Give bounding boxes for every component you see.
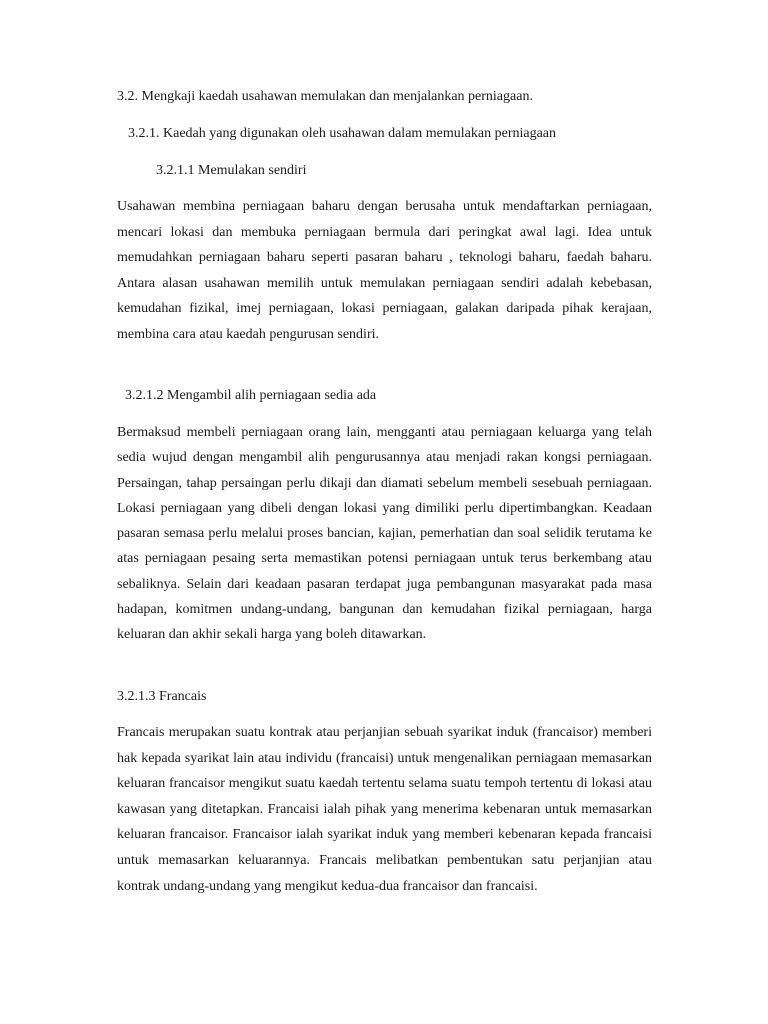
section-title-francais: 3.2.1.3 Francais: [117, 689, 207, 704]
heading-main: 3.2. Mengkaji kaedah usahawan memulakan dan menjalankan perniagaan.: [117, 89, 533, 104]
section-title-memulakan-sendiri: 3.2.1.1 Memulakan sendiri: [156, 163, 307, 178]
section-title-mengambil-alih: 3.2.1.2 Mengambil alih perniagaan sedia ada: [125, 388, 377, 403]
heading-sub: 3.2.1. Kaedah yang digunakan oleh usahawan dalam memulakan perniagaan: [128, 126, 557, 141]
section-body-mengambil-alih: Bermaksud membeli perniagaan orang lain, mengganti atau perniagaan keluarga yang telah sedia wujud dengan mengambil alih pengurusannya atau menjadi rakan kongsi perniagaan. Persaingan, tahap persaingan perlu dikaji dan diamati sebelum membeli sesebuah perniagaan. Lokasi perniagaan yang dibeli dengan lokasi yang dimiliki perlu dipertimbangkan. Keadaan pasaran semasa perlu melalui proses bancian, kajian, pemerhatian dan soal selidik terutama ke atas perniagaan pesaing serta memastikan potensi perniagaan untuk terus berkembang atau sebaliknya. Selain dari keadaan pasaran terdapat juga pembangunan masyarakat pada masa hadapan, komitmen undang-undang, bangunan dan kemudahan fizikal perniagaan, harga keluaran dan akhir sekali harga yang boleh ditawarkan.: [117, 425, 652, 643]
section-body-memulakan-sendiri: Usahawan membina perniagaan baharu dengan berusaha untuk mendaftarkan perniagaan, mencari lokasi dan membuka perniagaan bermula dari peringkat awal lagi. Idea untuk memudahkan perniagaan baharu seperti pasaran baharu , teknologi baharu, faedah baharu. Antara alasan usahawan memilih untuk memulakan perniagaan sendiri adalah kebebasan, kemudahan fizikal, imej perniagaan, lokasi perniagaan, galakan daripada pihak kerajaan, membina cara atau kaedah pengurusan sendiri.: [117, 199, 652, 342]
section-body-francais: Francais merupakan suatu kontrak atau perjanjian sebuah syarikat induk (francaisor) memberi hak kepada syarikat lain atau individu (francaisi) untuk mengenalikan perniagaan memasarkan keluaran francaisor mengikut suatu kaedah tertentu selama suatu tempoh tertentu di lokasi atau kawasan yang ditetapkan. Francaisi ialah pihak yang menerima kebenaran untuk memasarkan keluaran francaisor. Francaisor ialah syarikat induk yang memberi kebenaran kepada francaisi untuk memasarkan keluarannya. Francais melibatkan pembentukan satu perjanjian atau kontrak undang-undang yang mengikut kedua-dua francaisor dan francaisi.: [117, 725, 652, 894]
